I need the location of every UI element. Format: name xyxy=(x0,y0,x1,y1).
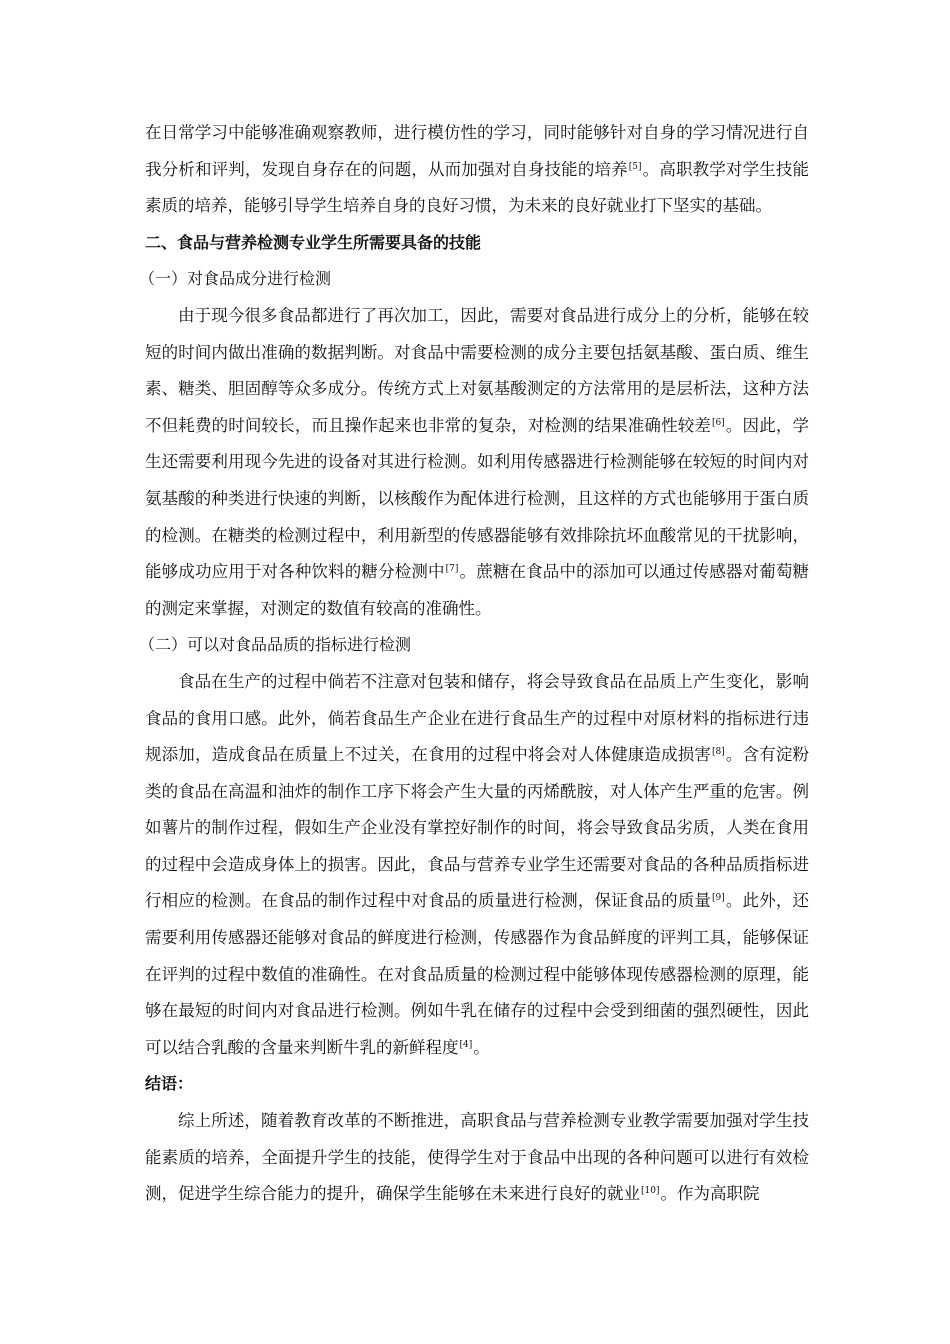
section-heading: 二、食品与营养检测专业学生所需要具备的技能 xyxy=(145,232,482,252)
citation-ref: [4] xyxy=(459,1039,473,1050)
paragraph-text: 。因此，学生还需要利用现今先进的设备对其进行检测。如利用传感器进行检测能够在较短的时间内对氨基酸的种类进行快速的判断，以核酸作为配体进行检测，且这样的方式也能够用于蛋白质的检测。在糖类的检测过程中，利用新型的传感器能够有效排除抗坏血酸常见的干扰影响，能够成功应用于对各种饮料的糖分检测中 xyxy=(145,415,810,582)
citation-ref: [6] xyxy=(712,417,725,428)
paragraph-text: 。 xyxy=(473,1037,490,1057)
paragraph-text: 。此外，还需要利用传感器还能够对食品的鲜度进行检测，传感器作为食品鲜度的评判工具，能够保证在评判的过程中数值的准确性。在对食品质量的检测过程中能够体现传感器检测的原理，能够在最短的时间内对食品进行检测。例如牛乳在储存的过程中会受到细菌的强烈硬性，因此可以结合乳酸的含量来判断牛乳的新鲜程度 xyxy=(145,891,810,1057)
citation-ref: [9] xyxy=(712,893,725,904)
citation-ref: [5] xyxy=(628,161,642,172)
body-paragraph-quality xyxy=(145,664,809,1067)
paragraph-text: 由于现今很多食品都进行了再次加工，因此，需要对食品进行成分上的分析，能够在较短的时间内做出准确的数据判断。对食品中需要检测的成分主要包括氨基酸、蛋白质、维生素、糖类、胆固醇等众多成分。传统方式上对氨基酸测定的方法常用的是层析法，这种方法不但耗费的时间较长，而且操作起来也非常的复杂，对检测的结果准确性较差 xyxy=(145,305,809,435)
document-page xyxy=(139,115,810,1213)
citation-ref: [10] xyxy=(641,1186,660,1197)
subsection-heading: （一）对食品成分进行检测 xyxy=(139,269,332,289)
paragraph-text: 。高职教学对学生技能素质的培养，能够引导学生培养自身的良好习惯，为未来的良好就业打下坚实的基础。 xyxy=(145,159,810,216)
body-paragraph-composition xyxy=(145,298,809,627)
subsection-heading: （二）可以对食品品质的指标进行检测 xyxy=(139,635,412,655)
paragraph-text: 食品在生产的过程中倘若不注意对包装和储存，将会导致食品在品质上产生变化，影响食品的食用口感。此外，倘若食品生产企业在进行食品生产的过程中对原材料的指标进行违规添加，造成食品在质量上不过关，在食用的过程中将会对人体健康造成损害 xyxy=(145,671,809,765)
paragraph-text: 综上所述，随着教育改革的不断推进，高职食品与营养检测专业教学需要加强对学生技能素质的培养，全面提升学生的技能，使得学生对于食品中出现的各种问题可以进行有效检测，促进学生综合能力的提升，确保学生能够在未来进行良好的就业 xyxy=(145,1111,809,1204)
paragraph-text: 。含有淀粉类的食品在高温和油炸的制作工序下将会产生大量的丙烯酰胺，对人体产生严重的危害。例如薯片的制作过程，假如生产企业没有掌控好制作的时间，将会导致食品劣质，人类在食用的过程中会造成身体上的损害。因此，食品与营养专业学生还需要对食品的各种品质指标进行相应的检测。在食品的制作过程中对食品的质量进行检测，保证食品的质量 xyxy=(145,745,810,911)
body-paragraph-intro xyxy=(145,115,809,225)
paragraph-text: 。作为高职院 xyxy=(660,1184,760,1204)
paragraph-text: 在日常学习中能够准确观察教师，进行模仿性的学习，同时能够针对自身的学习情况进行自我分析和评判，发现自身存在的问题，从而加强对自身技能的培养 xyxy=(145,123,809,179)
paragraph-text: 。蔗糖在食品中的添加可以通过传感器对葡萄糖的测定来掌握，对测定的数值有较高的准确性。 xyxy=(145,562,810,618)
citation-ref: [7] xyxy=(445,564,459,575)
conclusion-heading: 结语： xyxy=(145,1074,194,1094)
citation-ref: [8] xyxy=(712,747,725,758)
body-paragraph-conclusion xyxy=(145,1103,809,1213)
